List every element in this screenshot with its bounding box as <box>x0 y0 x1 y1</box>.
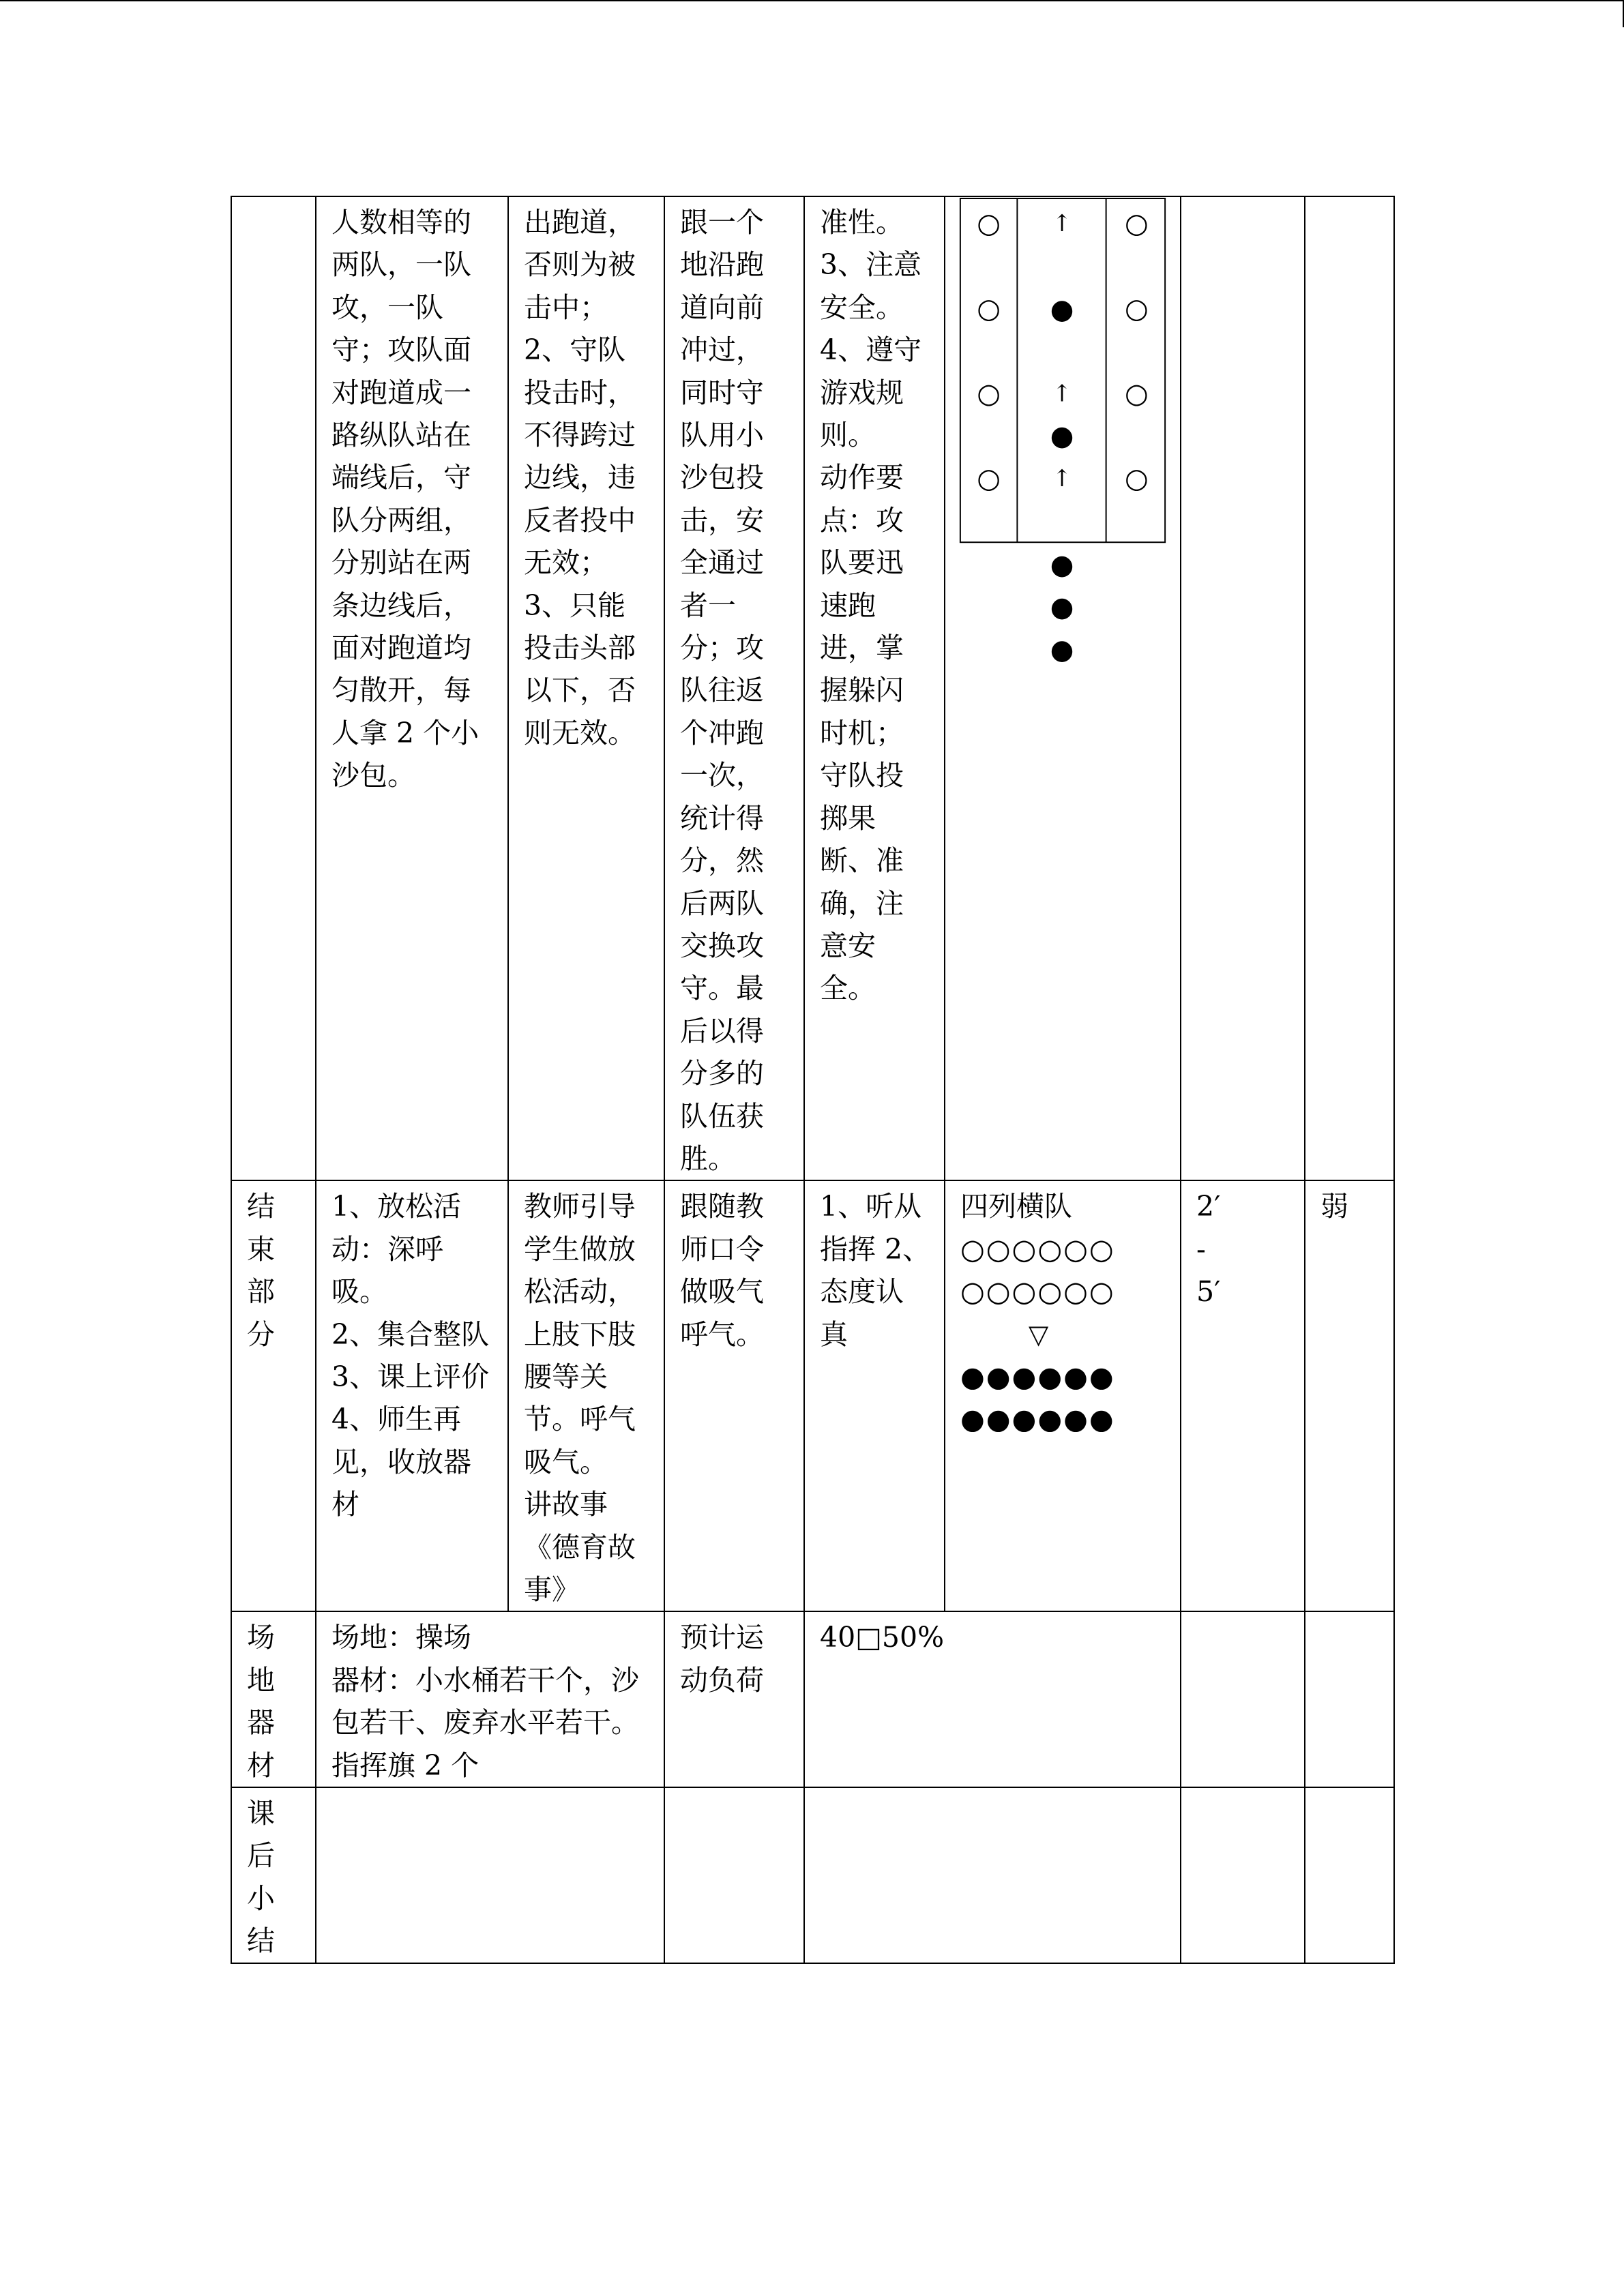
formation-row-students-3: ●●●●●● <box>960 1360 1115 1393</box>
teacher-activity-cell: 出跑道， 否则为被 击中； 2、守队 投击时， 不得跨过 边线，违 反者投中 无效； 3、只能 投击头部 以下，否 则无效。 <box>508 196 664 1180</box>
time-cell <box>1181 196 1305 1180</box>
load-label-cell: 预计运 动负荷 <box>664 1611 804 1787</box>
run-arrow-2: ↑ <box>1052 380 1072 408</box>
defender-right-1: ○ <box>1125 208 1149 240</box>
venue-equipment-cell: 场地：操场 器材：小水桶若干个，沙 包若干、废弃水平若干。 指挥旗 2 个 <box>316 1611 664 1787</box>
section-cell: 场 地 器 材 <box>231 1611 316 1787</box>
formation-row-students-2: ○○○○○○ <box>960 1275 1115 1309</box>
empty-cell <box>1181 1787 1305 1963</box>
defender-right-2: ○ <box>1125 293 1149 325</box>
intensity-cell: 弱 <box>1305 1180 1394 1611</box>
attacker-queue-3: ● <box>1050 633 1074 666</box>
section-cell: 结 束 部 分 <box>231 1180 316 1611</box>
lesson-plan-table <box>231 196 1395 1964</box>
page-top-rule <box>0 0 1624 1</box>
student-activity-cell: 跟一个 地沿跑 道向前 冲过， 同时守 队用小 沙包投 击，安 全通过 者一 分；攻 队往返 个冲跑 一次， 统计得 分，然 后两队 交换攻 守。最 后以得 分多的 队伍获 胜。 <box>664 196 804 1180</box>
empty-cell <box>1305 1787 1394 1963</box>
empty-cell <box>1181 1611 1305 1787</box>
attacker-1: ● <box>1050 293 1074 325</box>
attacker-queue-1: ● <box>1050 549 1074 581</box>
attacker-queue-2: ● <box>1050 591 1074 623</box>
formation-title: 四列横队 <box>960 1190 1072 1223</box>
run-arrow-1: ↑ <box>1052 210 1072 238</box>
attacker-2: ● <box>1050 420 1074 452</box>
defender-left-3: ○ <box>977 378 1001 410</box>
defender-left-4: ○ <box>977 462 1001 494</box>
section-cell: 课 后 小 结 <box>231 1787 316 1963</box>
game-field-diagram <box>945 197 1180 1180</box>
content-cell: 1、放松活 动：深呼 吸。 2、集合整队 3、课上评价 4、师生再 见，收放器 材 <box>316 1180 508 1611</box>
content-cell: 人数相等的 两队，一队 攻，一队 守；攻队面 对跑道成一 路纵队站在 端线后，守 队分两组， 分别站在两 条边线后， 面对跑道均 匀散开，每 人拿 2 个小 沙包。 <box>316 196 508 1180</box>
intensity-cell <box>1305 196 1394 1180</box>
empty-cell <box>664 1787 804 1963</box>
empty-cell <box>804 1787 1181 1963</box>
empty-cell <box>1305 1611 1394 1787</box>
defender-left-1: ○ <box>977 208 1001 240</box>
time-cell: 2′ - 5′ <box>1181 1180 1305 1611</box>
requirements-cell: 1、听从 指挥 2、 态度认 真 <box>804 1180 945 1611</box>
formation-row-students-4: ●●●●●● <box>960 1403 1115 1436</box>
formation-row-students-1: ○○○○○○ <box>960 1232 1115 1266</box>
student-activity-cell: 跟随教 师口令 做吸气 呼气。 <box>664 1180 804 1611</box>
teacher-position-marker: ▽ <box>1029 1319 1050 1350</box>
table-row-summary <box>231 1787 1394 1963</box>
table-row-venue <box>231 1611 1394 1787</box>
run-arrow-3: ↑ <box>1052 464 1072 492</box>
teacher-activity-cell: 教师引导 学生做放 松活动， 上肢下肢 腰等关 节。呼气 吸气。 讲故事 《德育故 事》 <box>508 1180 664 1611</box>
defender-right-4: ○ <box>1125 462 1149 494</box>
defender-left-2: ○ <box>977 293 1001 325</box>
defender-right-3: ○ <box>1125 378 1149 410</box>
table-row-closing <box>231 1180 1394 1611</box>
formation-diagram <box>960 1185 1169 1440</box>
section-cell <box>231 196 316 1180</box>
summary-cell <box>316 1787 664 1963</box>
load-value-cell: 40□50% <box>804 1611 1181 1787</box>
requirements-cell: 准性。 3、注意 安全。 4、遵守 游戏规 则。 动作要 点：攻 队要迅 速跑 进，掌 握躲闪 时机； 守队投 掷果 断、准 确，注 意安 全。 <box>804 196 945 1180</box>
table-row-game <box>231 196 1394 1180</box>
organization-diagram-cell <box>945 196 1181 1180</box>
organization-formation-cell <box>945 1180 1181 1611</box>
